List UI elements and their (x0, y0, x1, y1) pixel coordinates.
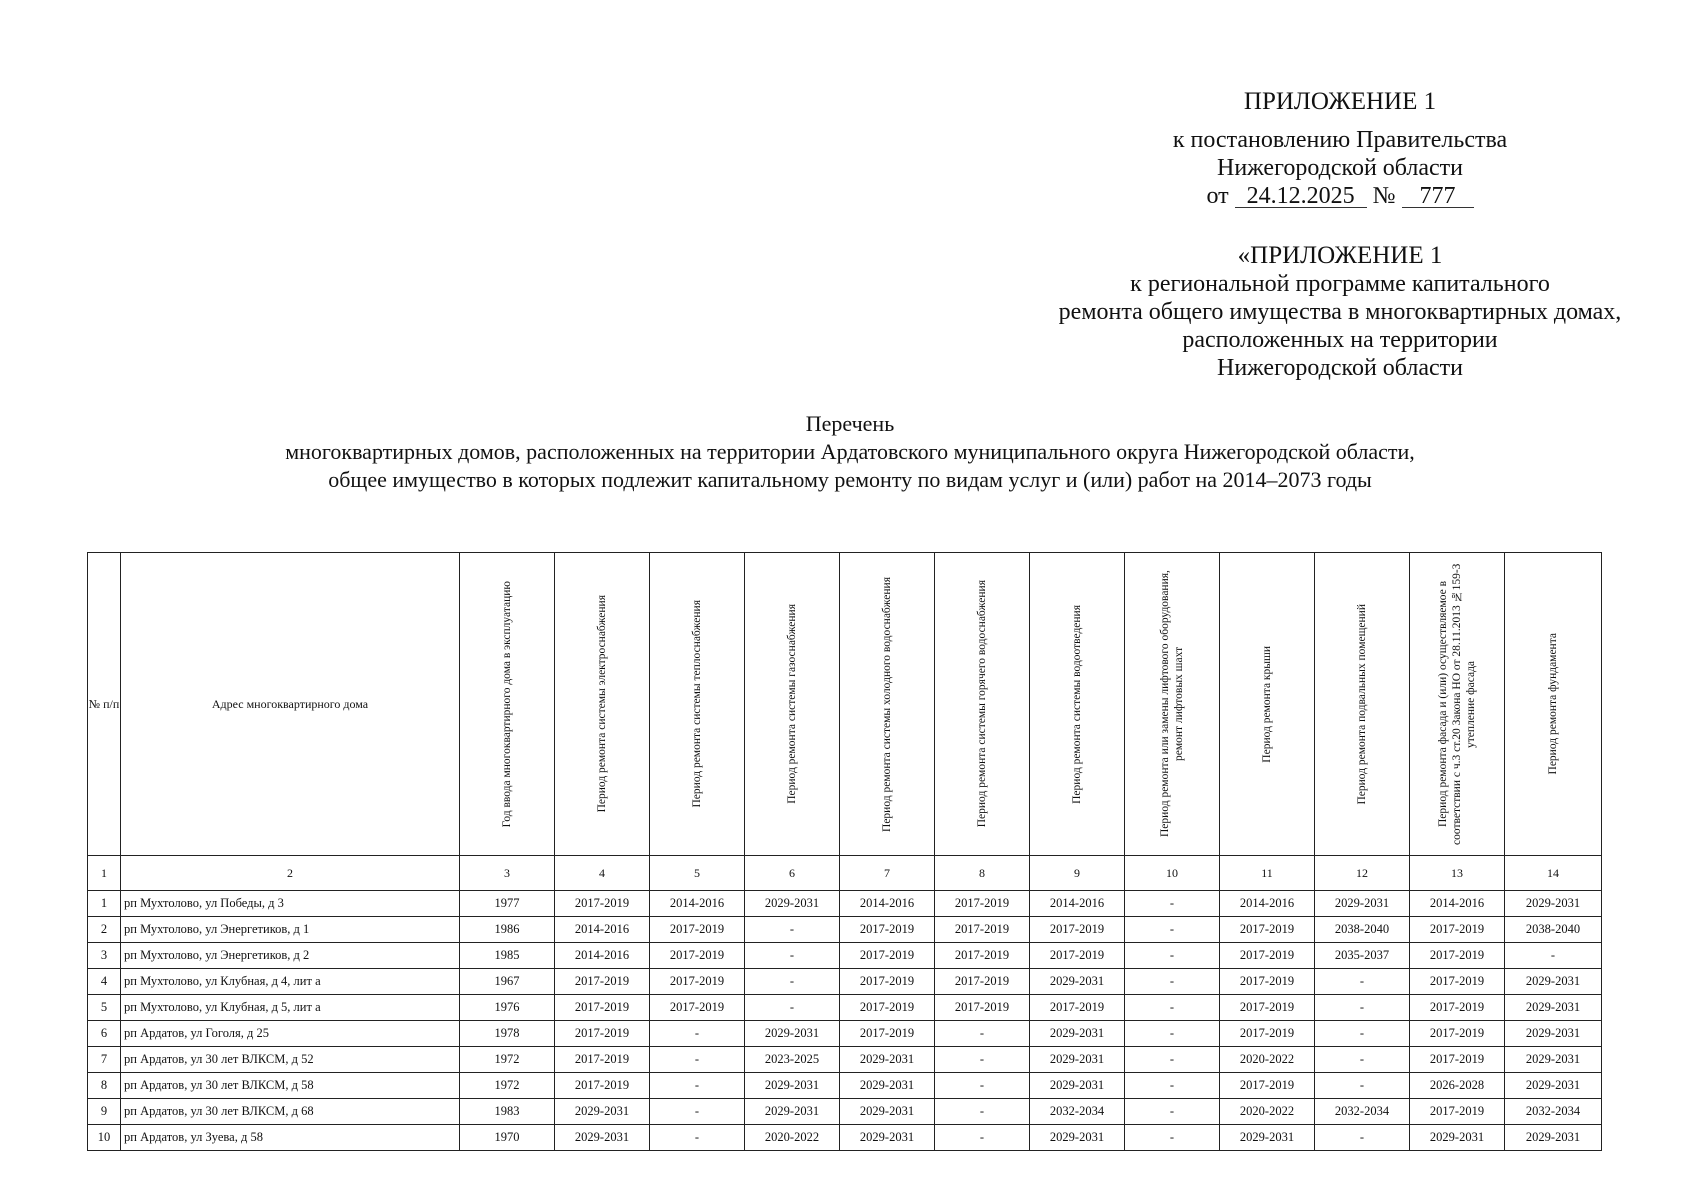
table-cell: 2017-2019 (935, 969, 1030, 995)
table-cell: 2017-2019 (1410, 1099, 1505, 1125)
table-cell: 2017-2019 (650, 917, 745, 943)
table-cell: 2020-2022 (1220, 1099, 1315, 1125)
table-cell: 2029-2031 (1220, 1125, 1315, 1151)
table-row (88, 995, 1602, 1021)
header-cell: Период ремонта системы горячего водоснабжения (935, 553, 1030, 856)
table-cell: 2017-2019 (1220, 1021, 1315, 1047)
address-cell: рп Мухтолово, ул Клубная, д 5, лит а (121, 995, 460, 1021)
table-cell: 2029-2031 (1505, 1073, 1602, 1099)
table-cell: - (1125, 891, 1220, 917)
table-cell: 2017-2019 (650, 995, 745, 1021)
table-cell: - (935, 1125, 1030, 1151)
header-cell: Период ремонта крыши (1220, 553, 1315, 856)
table-cell: - (1125, 1125, 1220, 1151)
document-title-line-1: Перечень (805, 411, 895, 436)
table-cell: - (1315, 995, 1410, 1021)
table-cell: 2029-2031 (840, 1125, 935, 1151)
program-header (1030, 242, 1650, 382)
table-cell: - (745, 995, 840, 1021)
header-cell: Период ремонта или замены лифтового оборудования, ремонт лифтовых шахт (1125, 553, 1220, 856)
table-cell: 2017-2019 (935, 891, 1030, 917)
table-cell: 2017-2019 (1220, 917, 1315, 943)
table-cell: 2020-2022 (1220, 1047, 1315, 1073)
table-cell: 2017-2019 (1410, 1021, 1505, 1047)
decree-date: 24.12.2025 (1235, 185, 1367, 208)
table-cell: 2014-2016 (1410, 891, 1505, 917)
table-cell: - (745, 969, 840, 995)
table-cell: 2029-2031 (555, 1125, 650, 1151)
table-cell: 2014-2016 (650, 891, 745, 917)
table-cell: 2038-2040 (1505, 917, 1602, 943)
column-number: 3 (460, 856, 555, 891)
decree-number: 777 (1402, 185, 1474, 208)
table-cell: 2017-2019 (935, 943, 1030, 969)
column-number: 11 (1220, 856, 1315, 891)
table-cell: 2014-2016 (1030, 891, 1125, 917)
row-number-cell: 5 (88, 995, 121, 1021)
table-cell: 2029-2031 (1030, 969, 1125, 995)
table-cell: 2029-2031 (1315, 891, 1410, 917)
table-cell: 1977 (460, 891, 555, 917)
header-cell: Период ремонта фундамента (1505, 553, 1602, 856)
table-cell: 2029-2031 (1030, 1125, 1125, 1151)
table-cell: - (745, 917, 840, 943)
table-cell: 1986 (460, 917, 555, 943)
table-cell: 2017-2019 (555, 969, 650, 995)
table-cell: 2026-2028 (1410, 1073, 1505, 1099)
row-number-cell: 3 (88, 943, 121, 969)
program-line-4: Нижегородской области (1216, 355, 1464, 381)
address-cell: рп Ардатов, ул 30 лет ВЛКСМ, д 52 (121, 1047, 460, 1073)
table-cell: - (745, 943, 840, 969)
table-cell: 2014-2016 (555, 943, 650, 969)
table-cell: 2029-2031 (1410, 1125, 1505, 1151)
program-line-2: ремонта общего имущества в многоквартирных домах, (1058, 299, 1622, 325)
table-row (88, 969, 1602, 995)
table-row (88, 1073, 1602, 1099)
header-cell: Адрес многоквартирного дома (121, 553, 460, 856)
table-cell: 2032-2034 (1030, 1099, 1125, 1125)
table-cell: 2017-2019 (555, 891, 650, 917)
table-row (88, 891, 1602, 917)
table-cell: 1985 (460, 943, 555, 969)
table-cell: - (1315, 1125, 1410, 1151)
table-cell: 2029-2031 (555, 1099, 650, 1125)
table-cell: - (1125, 1099, 1220, 1125)
header-cell: Период ремонта системы электроснабжения (555, 553, 650, 856)
date-prefix: от (1206, 183, 1229, 209)
table-cell: 2029-2031 (745, 1073, 840, 1099)
table-cell: 1983 (460, 1099, 555, 1125)
table-cell: - (935, 1047, 1030, 1073)
table-cell: 2017-2019 (650, 969, 745, 995)
header-cell: Период ремонта системы холодного водоснабжения (840, 553, 935, 856)
program-line-1: к региональной программе капитального (1130, 271, 1550, 297)
row-number-cell: 8 (88, 1073, 121, 1099)
appendix-title: ПРИЛОЖЕНИЕ 1 (1243, 88, 1437, 115)
column-number: 7 (840, 856, 935, 891)
table-cell: - (650, 1099, 745, 1125)
program-title: «ПРИЛОЖЕНИЕ 1 (1237, 242, 1443, 269)
table-row (88, 943, 1602, 969)
table-cell: 2038-2040 (1315, 917, 1410, 943)
table-cell: - (935, 1099, 1030, 1125)
table-cell: 2032-2034 (1315, 1099, 1410, 1125)
column-number: 14 (1505, 856, 1602, 891)
address-cell: рп Мухтолово, ул Энергетиков, д 1 (121, 917, 460, 943)
address-cell: рп Ардатов, ул Зуева, д 58 (121, 1125, 460, 1151)
table-cell: - (935, 1073, 1030, 1099)
table-cell: 2017-2019 (1220, 995, 1315, 1021)
table-cell: - (650, 1125, 745, 1151)
table-cell: 2017-2019 (840, 969, 935, 995)
table-cell: - (1125, 995, 1220, 1021)
header-cell: Период ремонта системы водоотведения (1030, 553, 1125, 856)
address-cell: рп Ардатов, ул 30 лет ВЛКСМ, д 58 (121, 1073, 460, 1099)
table-cell: - (1125, 969, 1220, 995)
table-cell: 2029-2031 (840, 1047, 935, 1073)
table-cell: 2017-2019 (1220, 943, 1315, 969)
table-cell: - (1315, 1021, 1410, 1047)
row-number-cell: 4 (88, 969, 121, 995)
table-cell: - (1125, 1073, 1220, 1099)
column-number: 1 (88, 856, 121, 891)
table-row (88, 1047, 1602, 1073)
column-number: 5 (650, 856, 745, 891)
appendix-header (1060, 88, 1620, 210)
table-cell: 2017-2019 (1410, 1047, 1505, 1073)
table-cell: - (1505, 943, 1602, 969)
table-cell: - (1125, 917, 1220, 943)
table-cell: 2029-2031 (1030, 1047, 1125, 1073)
document-title (90, 410, 1610, 494)
table-cell: 2017-2019 (840, 1021, 935, 1047)
table-cell: 1967 (460, 969, 555, 995)
table-cell: 2017-2019 (555, 1073, 650, 1099)
row-number-cell: 1 (88, 891, 121, 917)
table-cell: - (935, 1021, 1030, 1047)
table-cell: 2017-2019 (555, 995, 650, 1021)
column-number-row (88, 856, 1602, 891)
table-cell: 2017-2019 (840, 995, 935, 1021)
table-cell: 2029-2031 (745, 1099, 840, 1125)
table-cell: 2017-2019 (1220, 969, 1315, 995)
program-line-3: расположенных на территории (1182, 327, 1498, 353)
table-cell: 1972 (460, 1073, 555, 1099)
table-cell: - (1315, 969, 1410, 995)
table-cell: 2020-2022 (745, 1125, 840, 1151)
table-row (88, 1125, 1602, 1151)
row-number-cell: 7 (88, 1047, 121, 1073)
column-number: 2 (121, 856, 460, 891)
document-title-line-2: многоквартирных домов, расположенных на территории Ардатовского муниципального округа Нижегородской области, (285, 439, 1415, 464)
table-cell: 2029-2031 (1030, 1073, 1125, 1099)
table-cell: - (1125, 1047, 1220, 1073)
table-cell: 1978 (460, 1021, 555, 1047)
number-prefix: № (1372, 183, 1396, 209)
table-cell: - (650, 1073, 745, 1099)
table-cell: 2023-2025 (745, 1047, 840, 1073)
table-body (88, 891, 1602, 1151)
document-title-line-3: общее имущество в которых подлежит капитальному ремонту по видам услуг и (или) работ на 2014–2073 годы (328, 467, 1372, 492)
column-number: 12 (1315, 856, 1410, 891)
table-cell: - (1315, 1047, 1410, 1073)
table-cell: 2029-2031 (1505, 1021, 1602, 1047)
address-cell: рп Ардатов, ул Гоголя, д 25 (121, 1021, 460, 1047)
table-cell: - (1125, 943, 1220, 969)
table-row (88, 917, 1602, 943)
address-cell: рп Ардатов, ул 30 лет ВЛКСМ, д 68 (121, 1099, 460, 1125)
table-cell: 1976 (460, 995, 555, 1021)
table-cell: 2029-2031 (1030, 1021, 1125, 1047)
row-number-cell: 6 (88, 1021, 121, 1047)
table-cell: 2029-2031 (745, 1021, 840, 1047)
column-number: 10 (1125, 856, 1220, 891)
header-cell: Период ремонта фасада и (или) осуществляемое в соответствии с ч.3 ст.20 Закона НО от 28.11.2013 №159-З утепление фасада (1410, 553, 1505, 856)
table-cell: 1970 (460, 1125, 555, 1151)
header-cell: Период ремонта системы теплоснабжения (650, 553, 745, 856)
header-cell: Период ремонта системы газоснабжения (745, 553, 840, 856)
address-cell: рп Мухтолово, ул Клубная, д 4, лит а (121, 969, 460, 995)
table-cell: 2017-2019 (650, 943, 745, 969)
row-number-cell: 2 (88, 917, 121, 943)
table-cell: 2017-2019 (935, 917, 1030, 943)
table-cell: 2017-2019 (1410, 943, 1505, 969)
table-cell: 2017-2019 (840, 943, 935, 969)
appendix-line-2: Нижегородской области (1216, 155, 1464, 181)
table-cell: 2017-2019 (1030, 995, 1125, 1021)
column-number: 13 (1410, 856, 1505, 891)
table-cell: 2017-2019 (1030, 943, 1125, 969)
table-cell: - (650, 1047, 745, 1073)
table-cell: 2017-2019 (1030, 917, 1125, 943)
address-cell: рп Мухтолово, ул Энергетиков, д 2 (121, 943, 460, 969)
table-cell: 2014-2016 (555, 917, 650, 943)
table-cell: 2017-2019 (555, 1047, 650, 1073)
column-number: 4 (555, 856, 650, 891)
houses-table (87, 552, 1602, 1151)
header-cell: Период ремонта подвальных помещений (1315, 553, 1410, 856)
table-cell: 2014-2016 (840, 891, 935, 917)
table-cell: 2029-2031 (1505, 995, 1602, 1021)
table-row (88, 1021, 1602, 1047)
appendix-line-1: к постановлению Правительства (1172, 127, 1508, 153)
table-cell: 2017-2019 (1410, 917, 1505, 943)
table-cell: 2029-2031 (840, 1099, 935, 1125)
column-number: 9 (1030, 856, 1125, 891)
table-cell: 2029-2031 (1505, 1125, 1602, 1151)
table-cell: 2017-2019 (1220, 1073, 1315, 1099)
header-cell: Год ввода многоквартирного дома в эксплуатацию (460, 553, 555, 856)
table-cell: - (650, 1021, 745, 1047)
column-number: 8 (935, 856, 1030, 891)
table-cell: 2029-2031 (745, 891, 840, 917)
row-number-cell: 10 (88, 1125, 121, 1151)
table-cell: 2017-2019 (935, 995, 1030, 1021)
table-cell: 2032-2034 (1505, 1099, 1602, 1125)
table-cell: 2017-2019 (840, 917, 935, 943)
table-row (88, 1099, 1602, 1125)
table-cell: 2017-2019 (555, 1021, 650, 1047)
table-cell: 2017-2019 (1410, 995, 1505, 1021)
appendix-date-line (1060, 182, 1620, 210)
table-cell: 2029-2031 (840, 1073, 935, 1099)
column-number: 6 (745, 856, 840, 891)
header-cell: № п/п (88, 553, 121, 856)
table-header-row (88, 553, 1602, 856)
table-cell: 2014-2016 (1220, 891, 1315, 917)
table-cell: 1972 (460, 1047, 555, 1073)
table-cell: 2035-2037 (1315, 943, 1410, 969)
table-cell: 2029-2031 (1505, 969, 1602, 995)
row-number-cell: 9 (88, 1099, 121, 1125)
table-cell: 2017-2019 (1410, 969, 1505, 995)
address-cell: рп Мухтолово, ул Победы, д 3 (121, 891, 460, 917)
table-cell: 2029-2031 (1505, 891, 1602, 917)
table-cell: 2029-2031 (1505, 1047, 1602, 1073)
table-cell: - (1315, 1073, 1410, 1099)
table-cell: - (1125, 1021, 1220, 1047)
